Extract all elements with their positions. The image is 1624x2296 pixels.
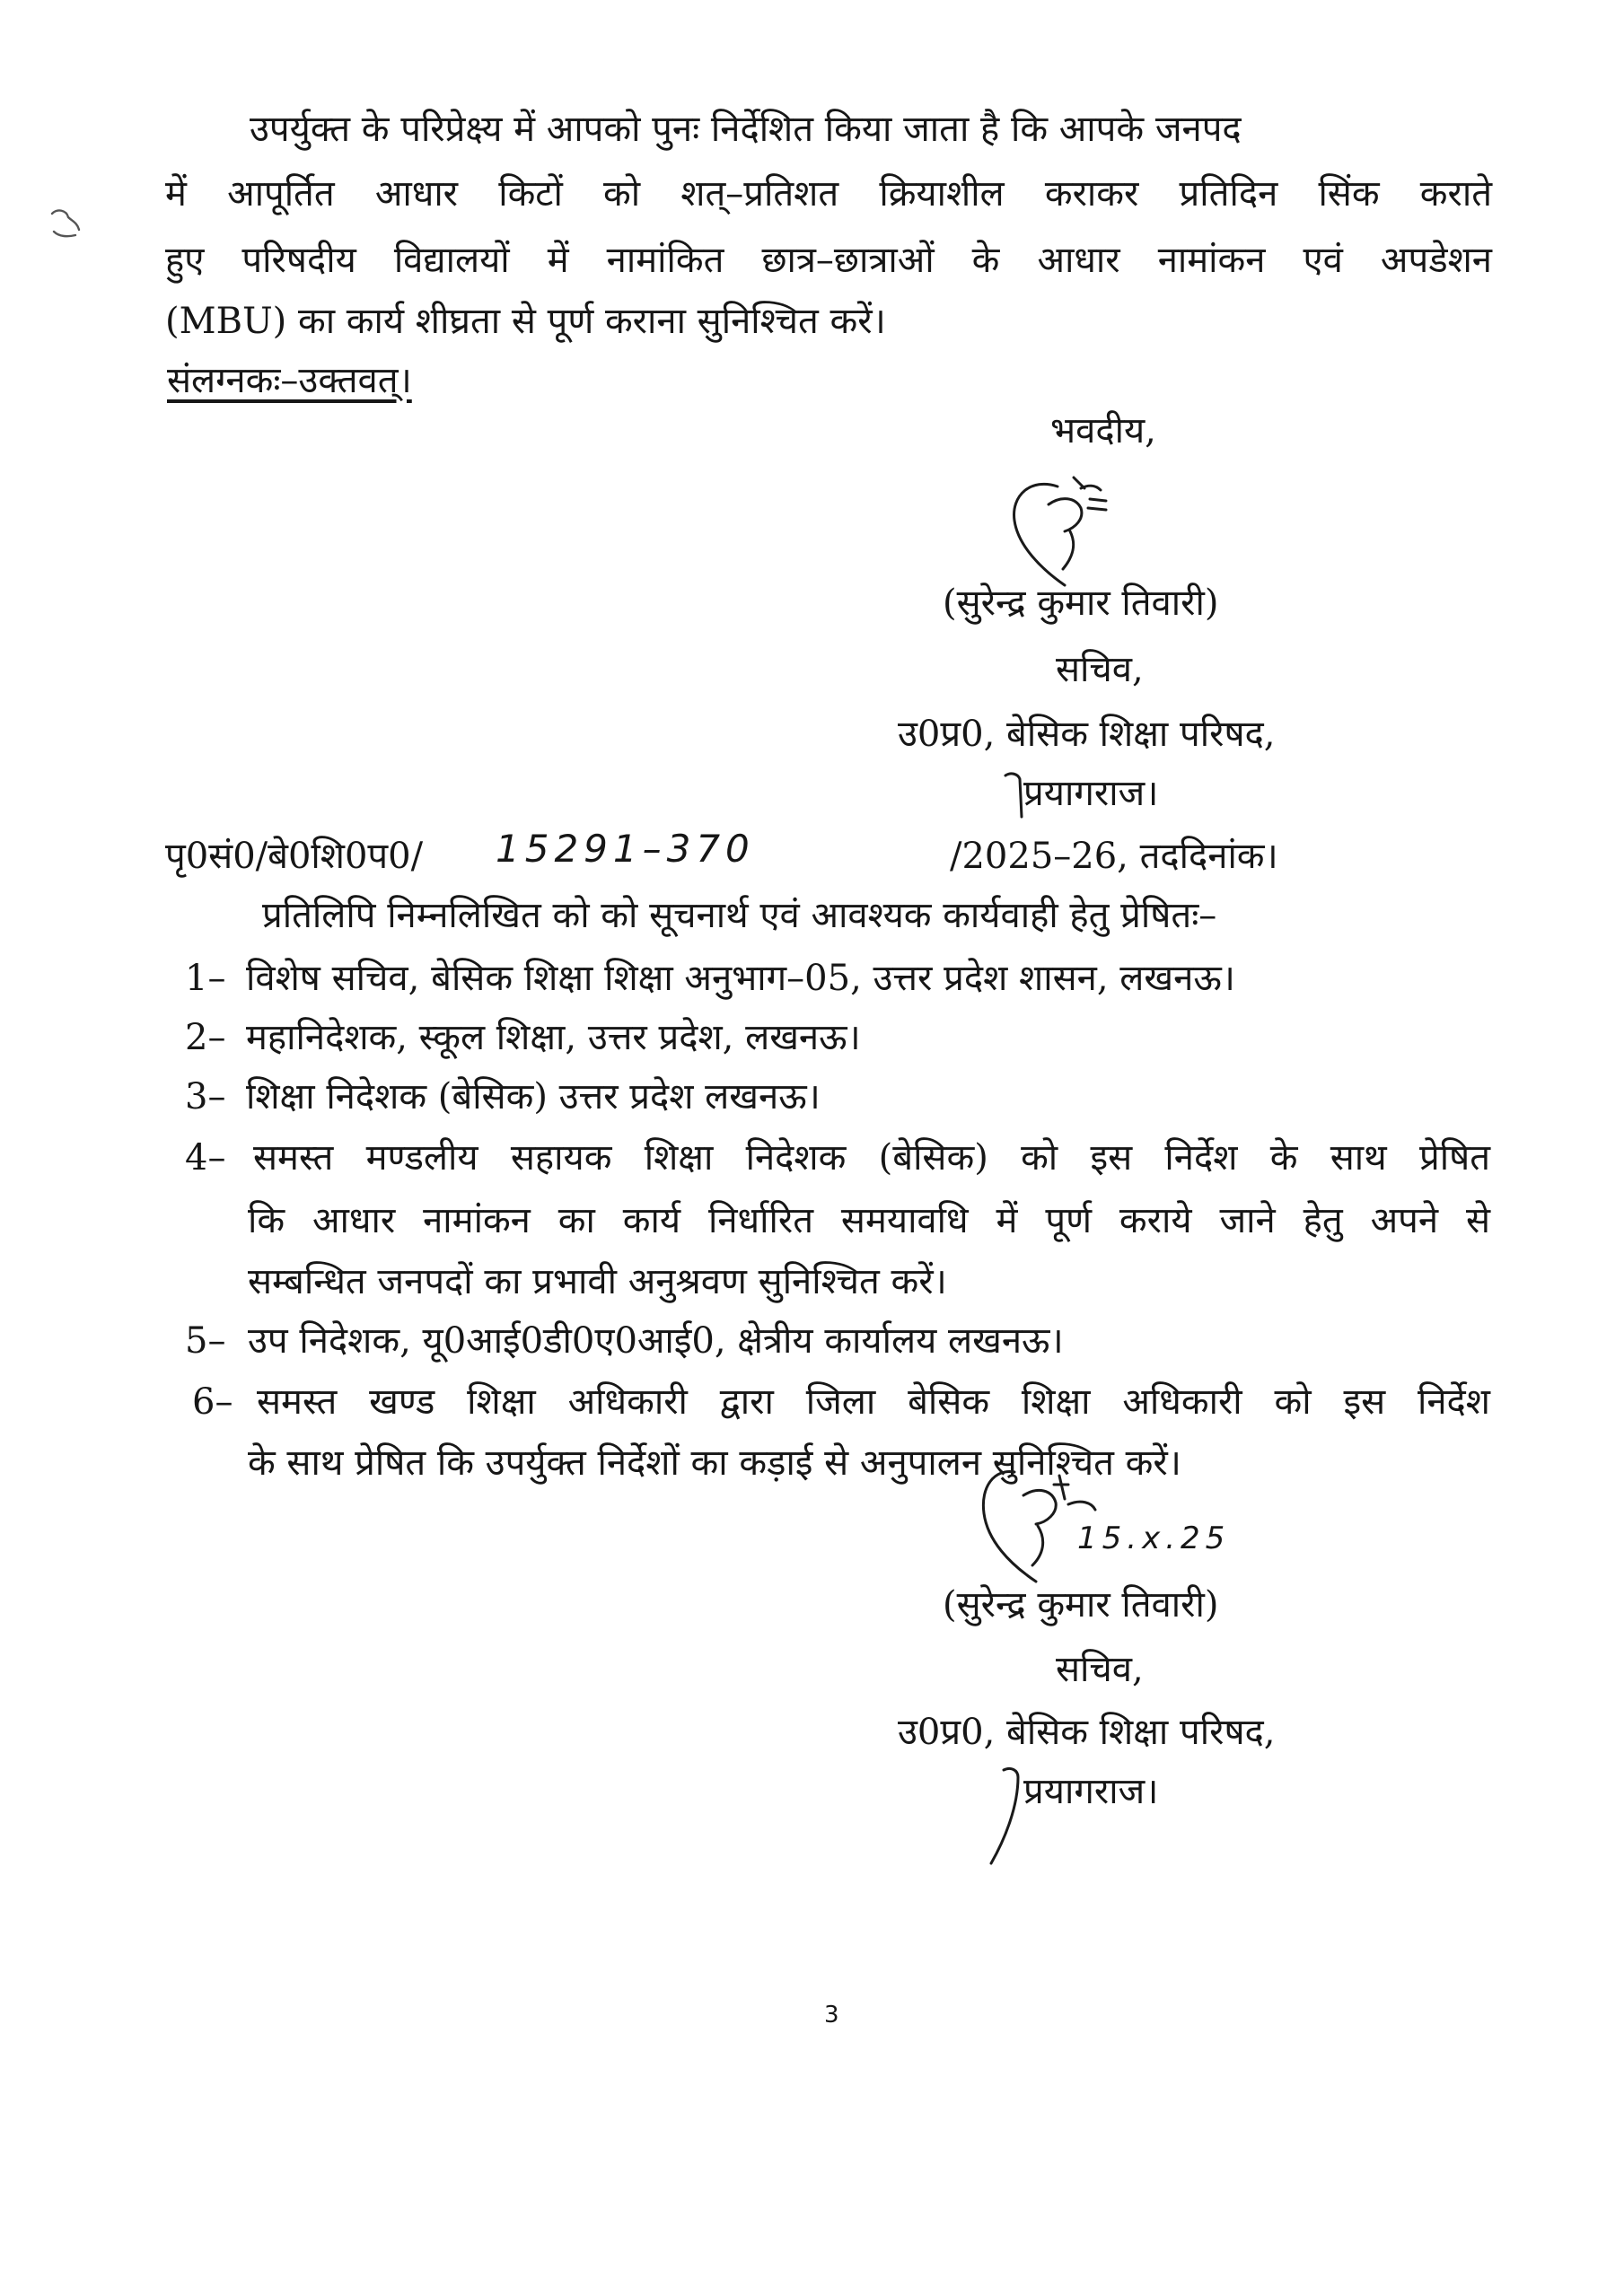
signatory-name-2: (सुरेन्द्र कुमार तिवारी) bbox=[943, 1584, 1219, 1626]
paragraph-line-4: (MBU) का कार्य शीघ्रता से पूर्ण कराना सुनिश्चित करें। bbox=[165, 301, 886, 342]
copy-item-3-number: 3– bbox=[185, 1076, 226, 1117]
copy-item-6-number: 6– bbox=[192, 1381, 233, 1423]
copy-item-4-text-line-2: कि आधार नामांकन का कार्य निर्धारित समयावधि में पूर्ण कराये जाने हेतु अपने से bbox=[248, 1200, 1490, 1241]
copy-item-6-text-line-2: के साथ प्रेषित कि उपर्युक्त निर्देशों का कड़ाई से अनुपालन सुनिश्चित करें। bbox=[248, 1442, 1181, 1484]
page-number: 3 bbox=[824, 2002, 839, 2029]
paragraph-line-1: उपर्युक्त के परिप्रेक्ष्य में आपको पुनः निर्देशित किया जाता है कि आपके जनपद bbox=[250, 109, 1242, 150]
copy-item-4-text-line-3: सम्बन्धित जनपदों का प्रभावी अनुश्रवण सुनिश्चित करें। bbox=[248, 1261, 947, 1302]
reference-number-handwritten: 15291–370 bbox=[496, 827, 755, 871]
signatory-office-1: उ0प्र0, बेसिक शिक्षा परिषद, bbox=[898, 714, 1276, 755]
margin-mark-icon bbox=[45, 205, 86, 246]
signatory-city-1: प्रयागराज। bbox=[1023, 773, 1159, 814]
copy-item-5-text: उप निदेशक, यू0आई0डी0ए0आई0, क्षेत्रीय कार्यालय लखनऊ। bbox=[248, 1320, 1064, 1362]
signatory-city-2: प्रयागराज। bbox=[1023, 1771, 1159, 1812]
paragraph-line-3: हुए परिषदीय विद्यालयों में नामांकित छात्र–छात्राओं के आधार नामांकन एवं अपडेशन bbox=[165, 240, 1492, 281]
reference-suffix: /2025–26, तददिनांक। bbox=[950, 836, 1278, 877]
copy-item-6-text-line-1: समस्त खण्ड शिक्षा अधिकारी द्वारा जिला बेसिक शिक्षा अधिकारी को इस निर्देश bbox=[257, 1381, 1490, 1423]
copy-item-4-number: 4– bbox=[185, 1137, 226, 1179]
signatory-designation-1: सचिव, bbox=[1056, 649, 1144, 690]
signature-date-handwritten: 15.x.25 bbox=[1077, 1520, 1231, 1556]
salutation: भवदीय, bbox=[1050, 410, 1156, 451]
copy-item-5-number: 5– bbox=[185, 1320, 226, 1362]
copy-item-3-text: शिक्षा निदेशक (बेसिक) उत्तर प्रदेश लखनऊ। bbox=[246, 1076, 821, 1117]
signatory-designation-2: सचिव, bbox=[1056, 1649, 1144, 1690]
copy-to-intro: प्रतिलिपि निम्नलिखित को को सूचनार्थ एवं आवश्यक कार्यवाही हेतु प्रेषितः– bbox=[262, 895, 1217, 936]
signatory-office-2: उ0प्र0, बेसिक शिक्षा परिषद, bbox=[898, 1712, 1276, 1753]
copy-item-2-number: 2– bbox=[185, 1017, 226, 1058]
copy-item-1-text: विशेष सचिव, बेसिक शिक्षा शिक्षा अनुभाग–05, उत्तर प्रदेश शासन, लखनऊ। bbox=[246, 958, 1235, 999]
copy-item-1-number: 1– bbox=[185, 958, 226, 999]
paragraph-line-2: में आपूर्तित आधार किटों को शत्–प्रतिशत क्रियाशील कराकर प्रतिदिन सिंक कराते bbox=[165, 173, 1492, 215]
signature-1-icon bbox=[995, 469, 1129, 594]
copy-item-4-text-line-1: समस्त मण्डलीय सहायक शिक्षा निदेशक (बेसिक) को इस निर्देश के साथ प्रेषित bbox=[253, 1137, 1490, 1179]
signatory-name-1: (सुरेन्द्र कुमार तिवारी) bbox=[943, 583, 1219, 624]
copy-item-2-text: महानिदेशक, स्कूल शिक्षा, उत्तर प्रदेश, लखनऊ। bbox=[246, 1017, 861, 1058]
enclosure-line: संलग्नकः–उक्तवत्। bbox=[167, 360, 412, 401]
reference-prefix: पृ0सं0/बे0शि0प0/ bbox=[165, 836, 424, 877]
